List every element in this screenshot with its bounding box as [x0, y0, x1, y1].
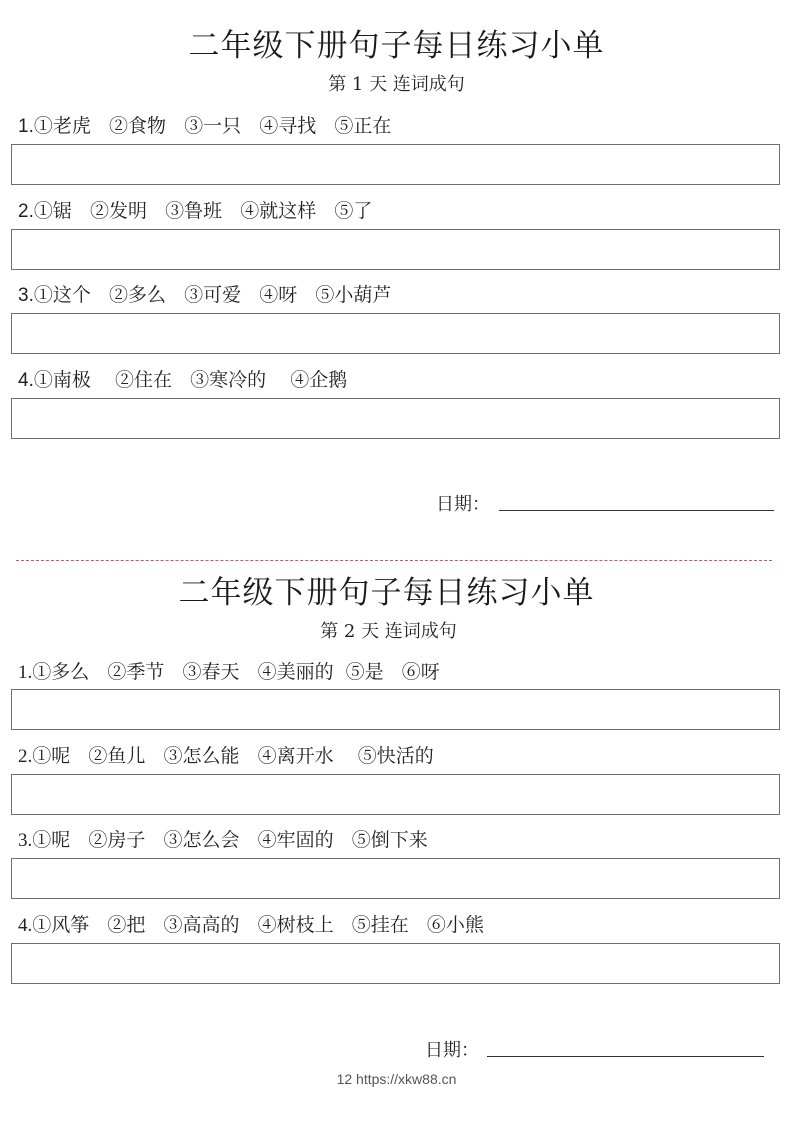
question-1 — [18, 111, 391, 138]
question-2 — [18, 196, 372, 223]
question-3 — [18, 825, 428, 852]
question-words: ①这个 ②多么 ③可爱 ④呀 ⑤小葫芦 — [33, 284, 392, 306]
answer-box-1[interactable] — [11, 689, 780, 730]
page-footer: 12 https://xkw88.cn — [336, 1071, 457, 1087]
worksheet-subtitle: 第 2 天 连词成句 — [320, 621, 457, 642]
question-words: ①风筝 ②把 ③高高的 ④树枝上 ⑤挂在 ⑥小熊 — [32, 914, 484, 936]
question-number: 3. — [18, 830, 33, 851]
question-3 — [18, 280, 391, 307]
question-number: 1. — [18, 116, 34, 137]
question-words: ①多么 ②季节 ③春天 ④美丽的 ⑤是 ⑥呀 — [32, 661, 440, 683]
answer-box-2[interactable] — [11, 774, 780, 815]
answer-box-4[interactable] — [11, 398, 780, 439]
date-field-line[interactable] — [499, 510, 774, 511]
answer-box-2[interactable] — [11, 229, 780, 270]
question-number: 4. — [18, 370, 34, 391]
worksheet-title: 二年级下册句子每日练习小单 — [188, 28, 605, 64]
question-number: 2. — [18, 201, 34, 222]
question-words: ①锯 ②发明 ③鲁班 ④就这样 ⑤了 — [33, 200, 373, 222]
answer-box-4[interactable] — [11, 943, 780, 984]
question-4 — [18, 365, 347, 392]
question-words: ①老虎 ②食物 ③一只 ④寻找 ⑤正在 — [33, 115, 392, 137]
worksheet-subtitle: 第 1 天 连词成句 — [328, 74, 465, 95]
date-field-line[interactable] — [487, 1056, 764, 1057]
question-words: ①呢 ②房子 ③怎么会 ④牢固的 ⑤倒下来 — [32, 829, 428, 851]
worksheet-title: 二年级下册句子每日练习小单 — [178, 575, 595, 611]
question-number: 2. — [18, 746, 33, 767]
question-number: 4. — [18, 915, 33, 936]
answer-box-1[interactable] — [11, 144, 780, 185]
question-words: ①南极 ②住在 ③寒冷的 ④企鹅 — [33, 369, 348, 391]
question-words: ①呢 ②鱼儿 ③怎么能 ④离开水 ⑤快活的 — [32, 745, 434, 767]
cut-divider — [16, 560, 772, 561]
question-number: 3. — [18, 285, 34, 306]
question-4 — [18, 910, 484, 937]
answer-box-3[interactable] — [11, 313, 780, 354]
date-label: 日期： — [425, 1040, 479, 1061]
answer-box-3[interactable] — [11, 858, 780, 899]
question-number: 1. — [18, 662, 33, 683]
date-label: 日期： — [436, 494, 490, 515]
question-2 — [18, 741, 434, 768]
question-1 — [18, 657, 440, 684]
